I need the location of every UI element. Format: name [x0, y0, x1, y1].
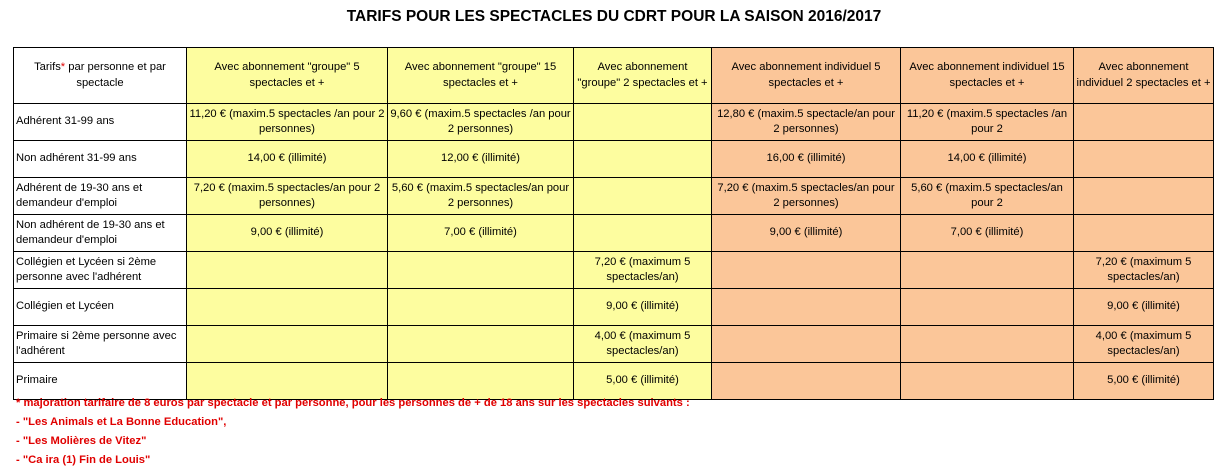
table-cell [1074, 104, 1214, 141]
column-header-individuel-5: Avec abonnement individuel 5 spectacles et + [712, 48, 901, 104]
table-cell [712, 252, 901, 289]
page-title: TARIFS POUR LES SPECTACLES DU CDRT POUR LA SAISON 2016/2017 [346, 8, 882, 25]
table-cell: 7,00 € (illimité) [901, 215, 1074, 252]
table-cell [1074, 178, 1214, 215]
row-label: Adhérent de 19-30 ans et demandeur d'emploi [14, 178, 187, 215]
table-cell [574, 141, 712, 178]
table-cell: 12,00 € (illimité) [388, 141, 574, 178]
footnote-item: - "Ca ira (1) Fin de Louis" [16, 454, 151, 466]
tarifs-table [13, 47, 1214, 400]
table-row [14, 141, 1214, 178]
table-cell [712, 289, 901, 326]
table-cell: 5,60 € (maxim.5 spectacles/an pour 2 personnes) [388, 178, 574, 215]
table-cell [388, 289, 574, 326]
column-header-groupe-15: Avec abonnement "groupe" 15 spectacles et + [388, 48, 574, 104]
column-header-groupe-5: Avec abonnement "groupe" 5 spectacles et + [187, 48, 388, 104]
column-header-individuel-2: Avec abonnement individuel 2 spectacles et + [1074, 48, 1214, 104]
table-cell: 4,00 € (maximum 5 spectacles/an) [1074, 326, 1214, 363]
table-cell [712, 363, 901, 400]
table-cell: 9,00 € (illimité) [1074, 289, 1214, 326]
row-label: Adhérent 31-99 ans [14, 104, 187, 141]
table-cell [1074, 215, 1214, 252]
table-cell [1074, 141, 1214, 178]
row-label: Collégien et Lycéen si 2ème personne avec l'adhérent [14, 252, 187, 289]
table-cell: 11,20 € (maxim.5 spectacles /an pour 2 [901, 104, 1074, 141]
table-cell: 7,20 € (maxim.5 spectacles/an pour 2 personnes) [187, 178, 388, 215]
table-cell [187, 289, 388, 326]
table-cell [901, 326, 1074, 363]
table-cell [574, 104, 712, 141]
row-label: Non adhérent 31-99 ans [14, 141, 187, 178]
table-cell: 5,00 € (illimité) [574, 363, 712, 400]
table-cell [574, 178, 712, 215]
corner-header-cell [14, 48, 187, 104]
table-cell: 7,00 € (illimité) [388, 215, 574, 252]
table-cell: 5,00 € (illimité) [1074, 363, 1214, 400]
table-cell: 12,80 € (maxim.5 spectacle/an pour 2 personnes) [712, 104, 901, 141]
table-cell: 4,00 € (maximum 5 spectacles/an) [574, 326, 712, 363]
table-cell [187, 326, 388, 363]
row-label: Primaire [14, 363, 187, 400]
row-label: Non adhérent de 19-30 ans et demandeur d'emploi [14, 215, 187, 252]
table-cell: 14,00 € (illimité) [901, 141, 1074, 178]
table-cell: 9,00 € (illimité) [574, 289, 712, 326]
footnote-item: - "Les Molières de Vitez" [16, 435, 147, 447]
table-cell [388, 252, 574, 289]
table-cell [574, 215, 712, 252]
table-cell: 9,60 € (maxim.5 spectacles /an pour 2 personnes) [388, 104, 574, 141]
row-label: Primaire si 2ème personne avec l'adhérent [14, 326, 187, 363]
corner-prefix: Tarifs [34, 61, 61, 73]
table-cell: 5,60 € (maxim.5 spectacles/an pour 2 [901, 178, 1074, 215]
column-header-groupe-2: Avec abonnement "groupe" 2 spectacles et + [574, 48, 712, 104]
table-cell: 11,20 € (maxim.5 spectacles /an pour 2 personnes) [187, 104, 388, 141]
footnotes [16, 394, 690, 470]
table-cell [901, 363, 1074, 400]
row-label: Collégien et Lycéen [14, 289, 187, 326]
table-cell [712, 326, 901, 363]
table-cell [187, 252, 388, 289]
corner-star: * [60, 61, 66, 73]
column-header-individuel-15: Avec abonnement individuel 15 spectacles et + [901, 48, 1074, 104]
table-row [14, 178, 1214, 215]
table-row [14, 289, 1214, 326]
table-row [14, 104, 1214, 141]
footnote-item: - "Les Animals et La Bonne Education", [16, 416, 227, 428]
table-cell: 9,00 € (illimité) [712, 215, 901, 252]
table-cell: 7,20 € (maximum 5 spectacles/an) [574, 252, 712, 289]
table-cell: 7,20 € (maximum 5 spectacles/an) [1074, 252, 1214, 289]
table-cell [388, 326, 574, 363]
table-cell [901, 252, 1074, 289]
table-cell: 7,20 € (maxim.5 spectacles/an pour 2 personnes) [712, 178, 901, 215]
table-cell: 9,00 € (illimité) [187, 215, 388, 252]
table-row [14, 326, 1214, 363]
table-row [14, 215, 1214, 252]
corner-suffix: par personne et par spectacle [65, 61, 166, 89]
footnote-main: * majoration tarifaire de 8 euros par spectacle et par personne, pour les personnes de + de 18 ans sur les spectacles suivants : [16, 397, 690, 409]
table-cell: 16,00 € (illimité) [712, 141, 901, 178]
table-row [14, 252, 1214, 289]
table-cell: 14,00 € (illimité) [187, 141, 388, 178]
table-cell [901, 289, 1074, 326]
header-row [14, 48, 1214, 104]
